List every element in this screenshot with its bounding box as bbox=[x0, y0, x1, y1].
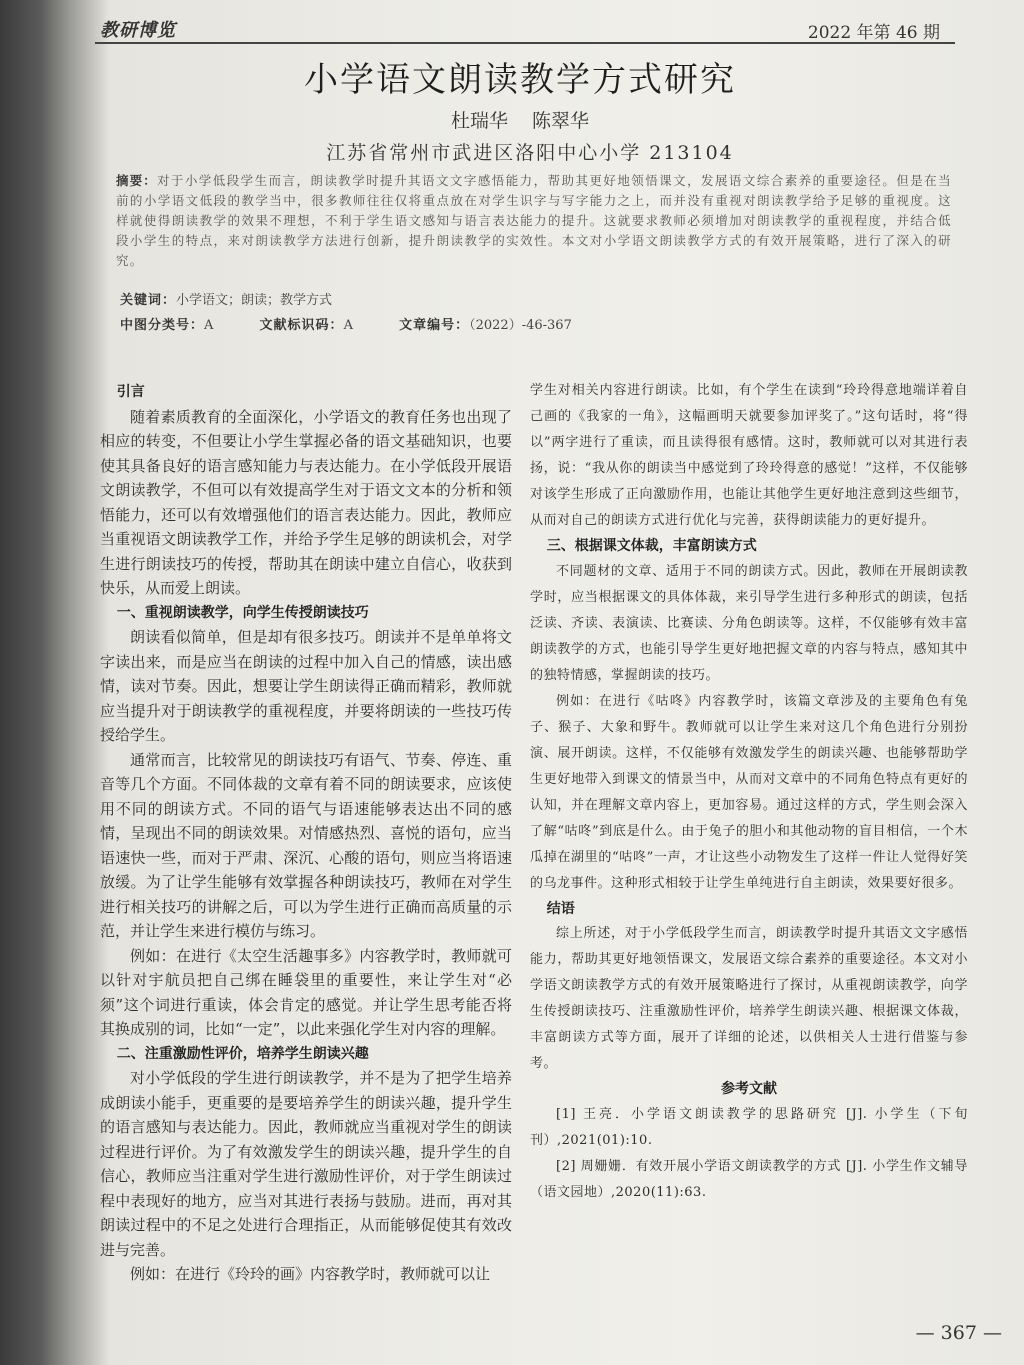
body-paragraph: 综上所述，对于小学低段学生而言，朗读教学时提升其语文文字感悟能力，帮助其更好地领悟课文，发展语文综合素养的重要途径。本文对小学语文朗读教学方式的有效开展策略进行了探讨，从重视朗读教学，向学生传授朗读技巧、注重激励性评价，培养学生朗读兴趣、根据课文体裁，丰富朗读方式等方面，展开了详细的论述，以供相关人士进行借鉴与参考。 bbox=[530, 926, 968, 1071]
article-no-label: 文章编号： bbox=[399, 318, 470, 333]
doc-code-value: A bbox=[343, 318, 353, 333]
section-heading: 二、注重激励性评价，培养学生朗读兴趣 bbox=[116, 1045, 369, 1062]
doc-code-label: 文献标识码： bbox=[259, 318, 344, 333]
author-affiliation: 江苏省常州市武进区洛阳中心小学 213104 bbox=[326, 142, 734, 164]
abstract bbox=[116, 171, 952, 271]
journal-name: 教研博览 bbox=[100, 20, 176, 41]
issue-number: 2022 年第 46 期 bbox=[807, 23, 940, 43]
classification-line bbox=[120, 314, 920, 333]
body-paragraph: 通常而言，比较常见的朗读技巧有语气、节奏、停连、重音等几个方面。不同体裁的文章有着不同的朗读要求，应该使用不同的朗读方式。不同的语气与语速能够表达出不同的感情，呈现出不同的朗读效果。对情感热烈、喜悦的语句，应当语速快一些，而对于严肃、深沉、心酸的语句，则应当将语速放缓。为了让学生能够有效掌握各种朗读技巧，教师在对学生进行相关技巧的讲解之后，可以为学生进行正确而高质量的示范，并让学生来进行模仿与练习。 bbox=[100, 750, 512, 940]
article-title: 小学语文朗读教学方式研究 bbox=[304, 60, 736, 100]
keywords-label: 关键词： bbox=[120, 293, 177, 308]
article-authors: 杜瑞华 陈翠华 bbox=[450, 110, 590, 132]
section-heading: 结语 bbox=[546, 900, 575, 917]
section-heading: 参考文献 bbox=[721, 1081, 777, 1097]
keywords-text: 小学语文；朗读；教学方式 bbox=[176, 293, 333, 308]
section-heading: 一、重视朗读教学，向学生传授朗读技巧 bbox=[116, 604, 369, 621]
clc-value: A bbox=[204, 318, 214, 333]
left-column bbox=[100, 380, 512, 1287]
doc-code-entry bbox=[260, 318, 353, 333]
body-paragraph: 朗读看似简单，但是却有很多技巧。朗读并不是单单将文字读出来，而是应当在朗读的过程中加入自己的情感，读出感情，读对节奏。因此，想要让学生朗读得正确而精彩，教师就应当提升对于朗读教学的重视程度，并要将朗读的一些技巧传授给学生。 bbox=[100, 628, 512, 744]
body-paragraph: 对小学低段的学生进行朗读教学，并不是为了把学生培养成朗读小能手，更重要的是要培养学生的朗读兴趣，提升学生的语言感知与表达能力。因此，教师就应当重视对学生的朗读过程进行评价。为了有效激发学生的朗读兴趣，提升学生的自信心，教师应当注重对学生进行激励性评价，对于学生朗读过程中表现好的地方，应当对其进行表扬与鼓励。进而，再对其朗读过程中的不足之处进行合理指正，从而能够促使其有效改进与完善。 bbox=[100, 1069, 512, 1259]
section-heading: 三、根据课文体裁，丰富朗读方式 bbox=[546, 538, 757, 554]
abstract-text: 对于小学低段学生而言，朗读教学时提升其语文文字感悟能力，帮助其更好地领悟课文，发展语文综合素养的重要途径。但是在当前的小学语文低段的教学当中，很多教师往往仅将重点放在对学生识字与写字能力之上，而并没有重视对朗读教学给予足够的重视度。这样就使得朗读教学的效果不理想，不利于学生语文感知与语言表达能力的提升。这就要求教师必须增加对朗读教学的重视程度，并结合低段小学生的特点，来对朗读教学方法进行创新，提升朗读教学的实效性。本文对小学语文朗读教学方式的有效开展策略，进行了深入的研究。 bbox=[116, 173, 952, 268]
clc-entry bbox=[120, 318, 213, 333]
body-paragraph: 学生对相关内容进行朗读。比如，有个学生在读到“玲玲得意地端详着自己画的《我家的一角》，这幅画明天就要参加评奖了。”这句话时，将“得以”两字进行了重读，而且读得很有感情。这时，教师就可以对其进行表扬，说：“我从你的朗读当中感觉到了玲玲得意的感觉！”这样，不仅能够对该学生形成了正向激励作用，也能让其他学生更好地注意到这些细节，从而对自己的朗读方式进行优化与完善，获得朗读能力的更好提升。 bbox=[530, 383, 968, 528]
section-heading: 引言 bbox=[116, 384, 145, 400]
article-no-entry bbox=[399, 318, 572, 333]
reference-item: [1] 王亮．小学语文朗读教学的思路研究 [J]. 小学生（下旬刊）,2021(01):10. bbox=[530, 1106, 968, 1148]
reference-item: [2] 周姗姗．有效开展小学语文朗读教学的方式 [J]. 小学生作文辅导（语文园地）,2020(11):63. bbox=[530, 1158, 968, 1200]
page-number: — 367 — bbox=[915, 1322, 1002, 1344]
right-column bbox=[530, 378, 968, 1206]
article-no-value: （2022）-46-367 bbox=[469, 318, 572, 333]
body-paragraph: 例如：在进行《玲玲的画》内容教学时，教师就可以让 bbox=[130, 1265, 491, 1283]
keywords bbox=[120, 289, 332, 308]
clc-label: 中图分类号： bbox=[120, 318, 205, 333]
body-paragraph: 不同题材的文章、适用于不同的朗读方式。因此，教师在开展朗读教学时，应当根据课文的具体体裁，来引导学生进行多种形式的朗读，包括泛读、齐读、表演读、比赛读、分角色朗读等。这样，不仅能够有效丰富朗读教学的方式，也能引导学生更好地把握文章的内容与特点，感知其中的独特情感，掌握朗读的技巧。 bbox=[530, 563, 968, 683]
abstract-label: 摘要： bbox=[116, 173, 157, 188]
body-paragraph: 随着素质教育的全面深化，小学语文的教育任务也出现了相应的转变，不但要让小学生掌握必备的语文基础知识，也要使其具备良好的语言感知能力与表达能力。在小学低段开展语文朗读教学，不但可以有效提高学生对于语文文本的分析和领悟能力，还可以有效增强他们的语言表达能力。因此，教师应当重视语文朗读教学工作，并给予学生足够的朗读机会，对学生进行朗读技巧的传授，帮助其在朗读中建立自信心，收获到快乐，从而爱上朗读。 bbox=[100, 407, 512, 597]
body-paragraph: 例如：在进行《太空生活趣事多》内容教学时，教师就可以针对宇航员把自己绑在睡袋里的重要性，来让学生对“必须”这个词进行重读，体会肯定的感觉。并让学生思考能否将其换成别的词，比如“一定”，以此来强化学生对内容的理解。 bbox=[100, 946, 512, 1038]
body-paragraph: 例如：在进行《咕咚》内容教学时，该篇文章涉及的主要角色有兔子、猴子、大象和野牛。教师就可以让学生来对这几个角色进行分别扮演、展开朗读。这样，不仅能够有效激发学生的朗读兴趣、也能够帮助学生更好地带入到课文的情景当中，从而对文章中的不同角色特点有更好的认知，并在理解文章内容上，更加容易。通过这样的方式，学生则会深入了解“咕咚”到底是什么。由于兔子的胆小和其他动物的盲目相信，一个木瓜掉在湖里的“咕咚”一声，才让这些小动物发生了这样一件让人觉得好笑的乌龙事件。这种形式相较于让学生单纯进行自主朗读，效果要好很多。 bbox=[530, 693, 968, 891]
